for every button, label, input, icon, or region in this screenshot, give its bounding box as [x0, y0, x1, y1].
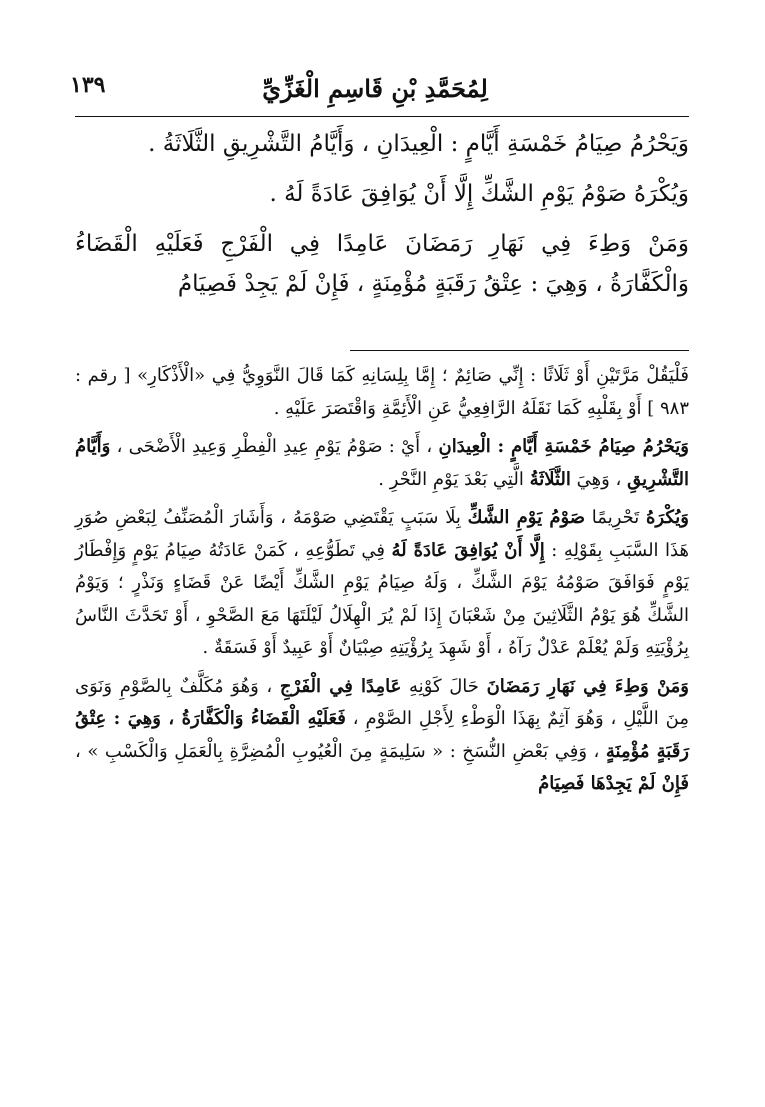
page-number: ١٣٩	[70, 72, 106, 98]
matn-quote: وَمَنْ وَطِءَ فِي نَهَارِ رَمَضَانَ	[486, 675, 689, 697]
sharh-paragraph-1: فَلْيَقُلْ مَرَّتَيْنِ أَوْ ثَلَاثًا : إِنِّي صَائِمٌ ؛ إِمَّا بِلِسَانِهِ كَمَا قَالَ النَّوَوِيُّ فِي «الْأَذْكَارِ» [ رقم : ٩٨٣ ] أَوْ بِقَلْبِهِ كَمَا نَقَلَهُ الرَّافِعِيُّ عَنِ الْأَئِمَّةِ وَاقْتَصَرَ عَلَيْهِ .	[75, 365, 689, 419]
sharh-paragraph-4	[75, 671, 689, 801]
commentary-text: حَالَ كَوْنِهِ	[401, 675, 487, 697]
matn-quote: الثَّلَاثَةُ	[529, 468, 571, 490]
matn-paragraph-2: وَيُكْرَهُ صَوْمُ يَوْمِ الشَّكِّ إِلَّا أَنْ يُوَافِقَ عَادَةً لَهُ .	[269, 181, 689, 207]
matn-quote: وَيَحْرُمُ صِيَامُ خَمْسَةِ أَيَّامٍ : الْعِيدَانِ	[438, 436, 689, 457]
matn-quote: وَأَيَّامُ التَّشْرِيقِ	[75, 436, 689, 490]
matn-quote: صَوْمُ يَوْمِ الشَّكِّ	[467, 507, 586, 528]
matn-text	[75, 124, 689, 314]
header-rule	[75, 116, 689, 117]
matn-quote: فَعَلَيْهِ الْقَضَاءُ وَالْكَفَّارَةُ ، وَهِيَ : عِتْقُ رَقَبَةٍ مُؤْمِنَةٍ	[75, 708, 689, 762]
matn-quote: وَيُكْرَهُ	[645, 507, 689, 528]
commentary-text: الَّتِي بَعْدَ يَوْمِ النَّحْرِ .	[378, 468, 530, 490]
running-header	[70, 66, 680, 110]
matn-quote: إِلَّا أَنْ يُوَافِقَ عَادَةً لَهُ	[391, 539, 545, 561]
sharh-paragraph-2	[75, 431, 689, 496]
matn-paragraph-1: وَيَحْرُمُ صِيَامُ خَمْسَةِ أَيَّامٍ : الْعِيدَانِ ، وَأَيَّامُ التَّشْرِيقِ الثَّلَاثَةُ .	[148, 131, 689, 157]
sharh-paragraph-3	[75, 502, 689, 665]
commentary-text: ، أَيْ : صَوْمُ يَوْمِ عِيدِ الْفِطْرِ وَعِيدِ الْأَضْحَى ،	[110, 436, 439, 457]
commentary-text: ، وَفِي بَعْضِ النُّسَخِ : « سَلِيمَةٍ مِنَ الْعُيُوبِ الْمُضِرَّةِ بِالْعَمَلِ وَالْكَسْبِ » ،	[75, 740, 606, 762]
sharh-commentary	[75, 360, 689, 807]
matn-sharh-separator	[350, 350, 689, 351]
commentary-text: بِلَا سَبَبٍ يَقْتَضِي صَوْمَهُ ، وَأَشَارَ الْمُصَنِّفُ لِبَعْضِ صُوَرِ هَذَا السَّبَبِ بِقَوْلِهِ :	[75, 507, 689, 561]
commentary-text: فِي تَطَوُّعِهِ ، كَمَنْ عَادَتُهُ صِيَامُ يَوْمٍ وَإِفْطَارُ يَوْمٍ فَوَافَقَ صَوْمُهُ يَوْمَ الشَّكِّ ، وَلَهُ صِيَامُ يَوْمِ الشَّكِّ أَيْضًا عَنْ قَضَاءٍ وَنَذْرٍ ؛ وَيَوْمُ الشَّكِّ هُوَ يَوْمُ الثَّلَاثِينَ مِنْ شَعْبَانَ إِذَا لَمْ يُرَ الْهِلَالُ لَيْلَتَهَا مَعَ الصَّحْوِ ، أَوْ تَحَدَّثَ النَّاسُ بِرُؤْيَتِهِ وَلَمْ يُعْلَمْ عَدْلٌ رَآهُ ، أَوْ شَهِدَ بِرُؤْيَتِهِ صِبْيَانٌ أَوْ عَبِيدٌ أَوْ فَسَقَةٌ .	[75, 539, 689, 658]
matn-paragraph-3: وَمَنْ وَطِءَ فِي نَهَارِ رَمَضَانَ عَامِدًا فِي الْفَرْجِ فَعَلَيْهِ الْقَضَاءُ وَالْكَفَّارَةُ ، وَهِيَ : عِتْقُ رَقَبَةٍ مُؤْمِنَةٍ ، فَإِنْ لَمْ يَجِدْ فَصِيَامُ	[75, 231, 689, 297]
header-title: لِمُحَمَّدِ بْنِ قَاسِمِ الْغَزِّيِّ	[262, 73, 488, 103]
commentary-text: تَحْرِيمًا	[585, 507, 646, 528]
matn-quote: عَامِدًا فِي الْفَرْجِ	[279, 675, 402, 697]
matn-quote: فَإِنْ لَمْ يَجِدْهَا فَصِيَامُ	[538, 773, 689, 794]
commentary-text: ، وَهِيَ	[570, 468, 628, 490]
commentary-text: ، وَهُوَ مُكَلَّفٌ بِالصَّوْمِ وَنَوَى مِنَ اللَّيْلِ ، وَهُوَ آثِمٌ بِهَذَا الْوَطْءِ لِأَجْلِ الصَّوْمِ ،	[75, 675, 690, 729]
